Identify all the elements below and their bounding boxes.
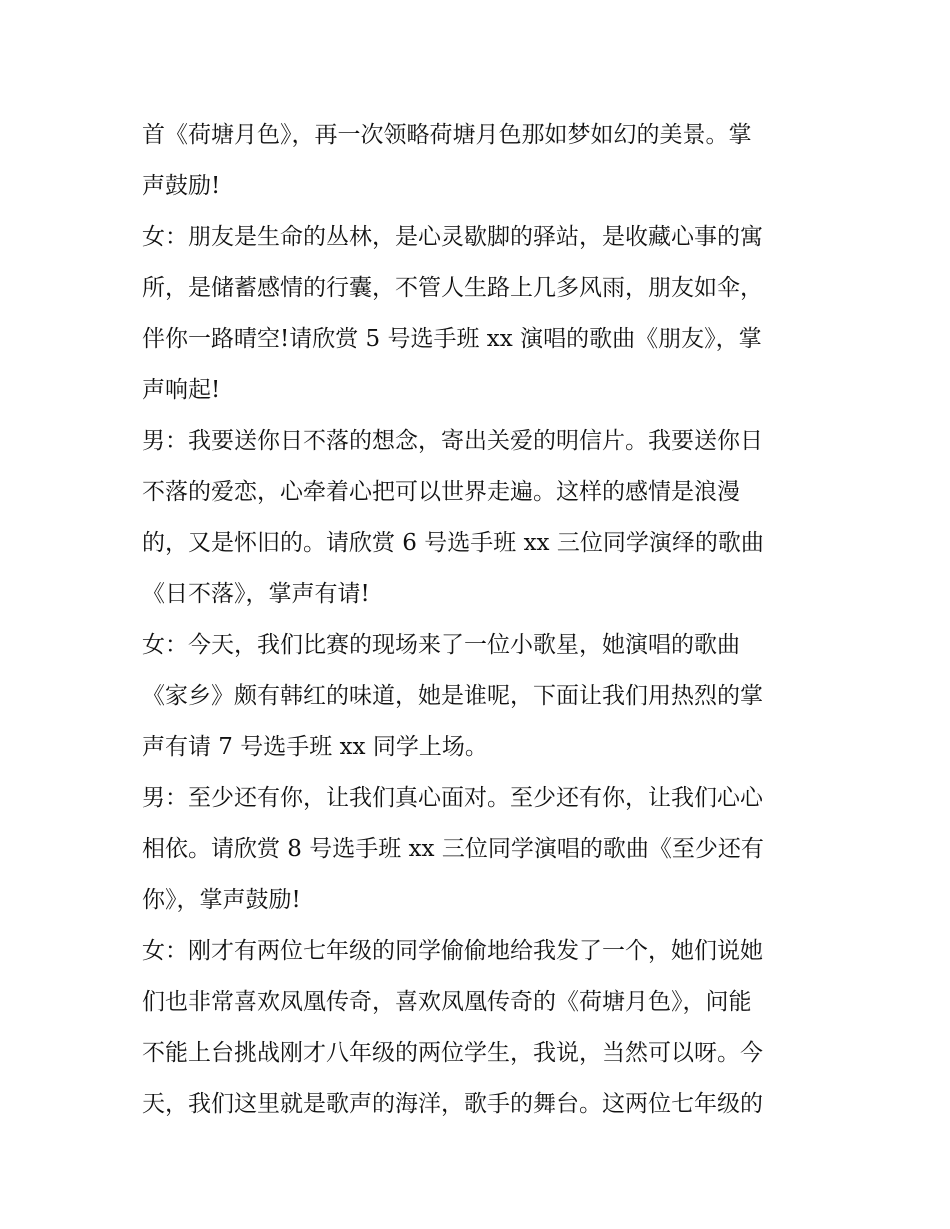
- text-line: 女：今天，我们比赛的现场来了一位小歌星，她演唱的歌曲: [142, 632, 740, 658]
- text-line: 声有请 7 号选手班 xx 同学上场。: [142, 734, 488, 760]
- text-line: 男：至少还有你，让我们真心面对。至少还有你，让我们心心: [142, 785, 763, 811]
- text-line: 的，又是怀旧的。请欣赏 6 号选手班 xx 三位同学演绎的歌曲: [142, 530, 764, 556]
- text-line: 们也非常喜欢凤凰传奇，喜欢凤凰传奇的《荷塘月色》，问能: [142, 989, 752, 1015]
- text-line: 相依。请欣赏 8 号选手班 xx 三位同学演唱的歌曲《至少还有: [142, 836, 764, 862]
- text-line: 声响起!: [142, 377, 221, 403]
- text-line: 男：我要送你日不落的想念，寄出关爱的明信片。我要送你日: [142, 428, 763, 454]
- text-line: 声鼓励!: [142, 173, 221, 199]
- text-line: 伴你一路晴空!请欣赏 5 号选手班 xx 演唱的歌曲《朋友》，掌: [142, 326, 762, 352]
- text-line: 《家乡》颇有韩红的味道，她是谁呢，下面让我们用热烈的掌: [142, 683, 763, 709]
- text-line: 不能上台挑战刚才八年级的两位学生，我说，当然可以呀。今: [142, 1040, 763, 1066]
- text-line: 首《荷塘月色》，再一次领略荷塘月色那如梦如幻的美景。掌: [142, 122, 752, 148]
- text-line: 天，我们这里就是歌声的海洋，歌手的舞台。这两位七年级的: [142, 1091, 763, 1117]
- text-line: 女：刚才有两位七年级的同学偷偷地给我发了一个，她们说她: [142, 938, 763, 964]
- text-line: 你》，掌声鼓励!: [142, 887, 301, 913]
- text-line: 不落的爱恋，心牵着心把可以世界走遍。这样的感情是浪漫: [142, 479, 740, 505]
- text-line: 女：朋友是生命的丛林，是心灵歇脚的驿站，是收藏心事的寓: [142, 224, 763, 250]
- text-line: 所，是储蓄感情的行囊，不管人生路上几多风雨，朋友如伞，: [142, 275, 763, 301]
- text-line: 《日不落》，掌声有请!: [142, 581, 370, 607]
- document-body: [142, 110, 814, 1130]
